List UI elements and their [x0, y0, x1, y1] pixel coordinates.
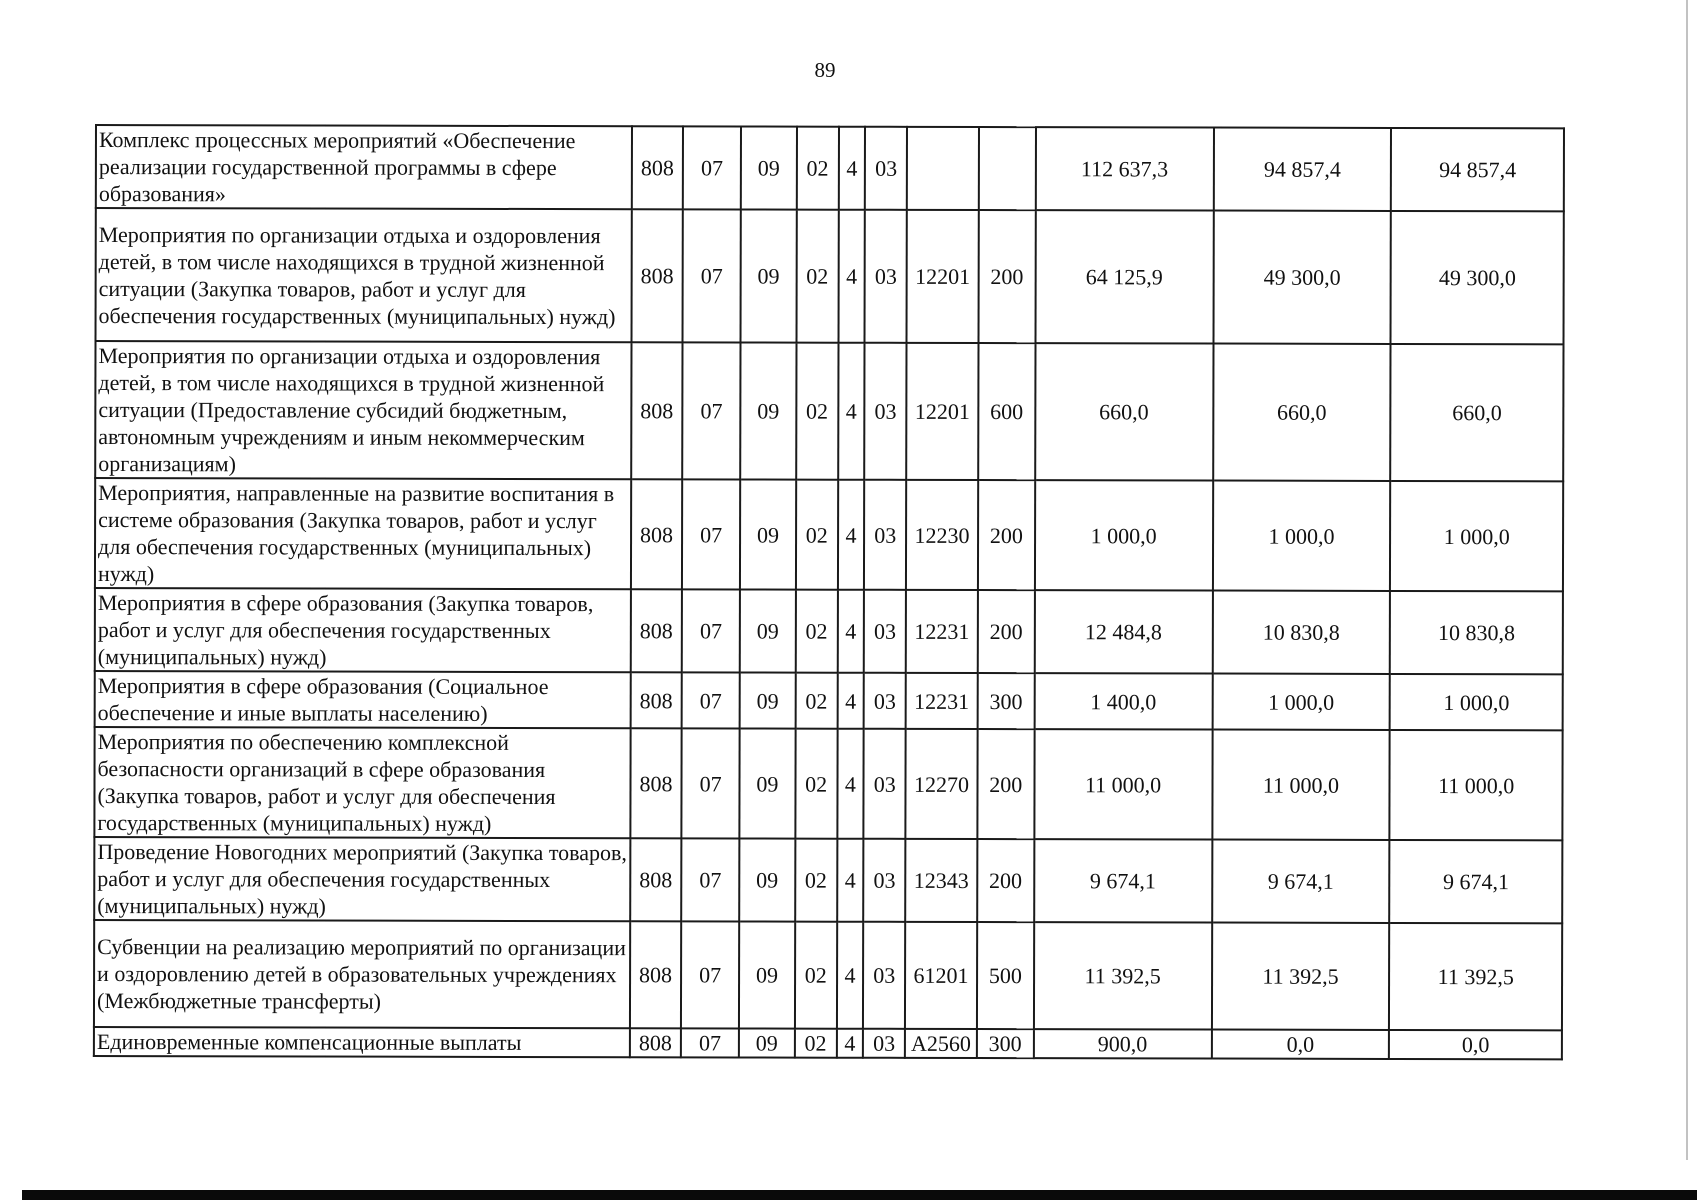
section-code: 07 [681, 838, 739, 921]
row-description: Субвенции на реализацию мероприятий по организации и оздоровлению детей в образовательных учреждениях (Межбюджетные трансферты) [94, 920, 630, 1028]
table-row [94, 727, 1562, 840]
complex-code: 03 [863, 1029, 905, 1058]
program-code: 02 [795, 729, 837, 839]
amount-year-2: 11 392,5 [1211, 923, 1389, 1030]
section-code: 07 [682, 589, 740, 672]
amount-year-1: 12 484,8 [1034, 590, 1212, 673]
amount-year-3: 0,0 [1389, 1030, 1562, 1059]
subsection-code: 09 [740, 342, 796, 479]
ministry-code: 808 [630, 1028, 681, 1057]
subsection-code: 09 [739, 728, 795, 838]
table-row [95, 671, 1563, 730]
section-code: 07 [682, 342, 740, 479]
program-code: 02 [796, 590, 838, 673]
expense-type-code: 600 [978, 343, 1035, 480]
row-description: Мероприятия по обеспечению комплексной безопасности организаций в сфере образования (Закупка товаров, работ и услуг для обеспечения государственных (муниципальных) нужд) [94, 727, 630, 838]
program-code: 02 [795, 839, 837, 922]
ministry-code: 808 [630, 838, 682, 921]
row-description: Проведение Новогодних мероприятий (Закупка товаров, работ и услуг для обеспечения государственных (муниципальных) нужд) [94, 837, 630, 921]
amount-year-1: 11 392,5 [1034, 922, 1212, 1029]
subsection-code: 09 [739, 838, 795, 921]
table-row [95, 478, 1563, 591]
row-description: Мероприятия по организации отдыха и оздоровления детей, в том числе находящихся в трудной жизненной ситуации (Предоставление субсидий бюджетным, автономным учреждениям и иным некоммерческим организациям) [95, 341, 631, 479]
amount-year-3: 660,0 [1391, 344, 1564, 481]
expense-type-code: 300 [977, 1029, 1034, 1058]
complex-code: 03 [865, 343, 907, 480]
row-description: Мероприятия в сфере образования (Закупка товаров, работ и услуг для обеспечения государственных (муниципальных) нужд) [95, 588, 631, 672]
row-description: Единовременные компенсационные выплаты [94, 1027, 630, 1057]
program-code: 02 [797, 127, 839, 210]
section-code: 07 [682, 479, 740, 589]
complex-code: 03 [864, 729, 906, 839]
amount-year-3: 94 857,4 [1391, 128, 1564, 211]
program-code: 02 [796, 480, 838, 590]
complex-code: 03 [865, 210, 907, 343]
structure-code: 4 [836, 922, 863, 1029]
program-code: 02 [796, 343, 838, 480]
amount-year-2: 94 857,4 [1213, 128, 1391, 211]
ministry-code: 808 [631, 589, 683, 672]
structure-code: 4 [838, 127, 865, 210]
direction-code: 12201 [906, 343, 978, 480]
row-description: Мероприятия по организации отдыха и оздоровления детей, в том числе находящихся в трудной жизненной ситуации (Закупка товаров, работ и услуг для обеспечения государственных (муниципальных) нужд) [96, 208, 632, 342]
expense-type-code: 200 [977, 729, 1034, 839]
complex-code: 03 [864, 673, 906, 729]
amount-year-1: 11 000,0 [1034, 729, 1212, 839]
amount-year-3: 1 000,0 [1390, 481, 1563, 591]
complex-code: 03 [864, 480, 906, 590]
structure-code: 4 [837, 590, 864, 673]
program-code: 02 [795, 673, 837, 729]
structure-code: 4 [837, 673, 864, 729]
direction-code: 12343 [905, 839, 977, 922]
table-row [96, 208, 1564, 344]
ministry-code: 808 [630, 672, 682, 728]
section-code: 07 [683, 209, 741, 342]
direction-code: 12230 [906, 480, 978, 590]
structure-code: 4 [837, 839, 864, 922]
structure-code: 4 [837, 480, 864, 590]
subsection-code: 09 [741, 126, 797, 209]
ministry-code: 808 [631, 342, 683, 479]
scan-edge-line [1686, 0, 1688, 1160]
direction-code: 61201 [905, 922, 977, 1029]
section-code: 07 [681, 921, 739, 1028]
amount-year-3: 10 830,8 [1390, 591, 1563, 674]
structure-code: 4 [838, 343, 865, 480]
section-code: 07 [682, 672, 740, 728]
amount-year-3: 49 300,0 [1391, 211, 1564, 344]
program-code: 02 [795, 1029, 837, 1058]
table-row [94, 1027, 1562, 1059]
amount-year-2: 660,0 [1213, 344, 1391, 481]
ministry-code: 808 [631, 209, 683, 342]
amount-year-2: 49 300,0 [1213, 211, 1391, 344]
ministry-code: 808 [630, 921, 682, 1028]
section-code: 07 [682, 728, 740, 838]
row-description: Комплекс процессных мероприятий «Обеспечение реализации государственной программы в сфере образования» [96, 125, 632, 209]
amount-year-2: 10 830,8 [1212, 591, 1390, 674]
table-body [94, 125, 1564, 1059]
budget-table [93, 124, 1565, 1060]
expense-type-code: 500 [977, 922, 1034, 1029]
amount-year-1: 9 674,1 [1034, 839, 1212, 922]
direction-code [907, 127, 979, 210]
row-description: Мероприятия в сфере образования (Социальное обеспечение и иные выплаты населению) [95, 671, 631, 728]
page-number: 89 [814, 58, 836, 82]
structure-code: 4 [836, 1029, 863, 1058]
expense-type-code [979, 127, 1036, 210]
expense-type-code: 200 [978, 480, 1035, 590]
subsection-code: 09 [740, 479, 796, 589]
complex-code: 03 [864, 839, 906, 922]
amount-year-1: 1 400,0 [1034, 673, 1212, 729]
direction-code: 12231 [906, 673, 978, 729]
subsection-code: 09 [739, 921, 795, 1028]
ministry-code: 808 [630, 728, 682, 838]
amount-year-3: 1 000,0 [1390, 674, 1563, 730]
subsection-code: 09 [739, 1028, 795, 1057]
table-row [94, 920, 1562, 1030]
amount-year-2: 0,0 [1211, 1030, 1389, 1059]
expense-type-code: 200 [978, 590, 1035, 673]
program-code: 02 [796, 210, 838, 343]
structure-code: 4 [837, 729, 864, 839]
table-row [95, 588, 1563, 674]
amount-year-1: 64 125,9 [1035, 210, 1213, 343]
complex-code: 03 [863, 922, 905, 1029]
table-row [94, 837, 1562, 923]
subsection-code: 09 [740, 589, 796, 672]
subsection-code: 09 [740, 672, 796, 728]
amount-year-2: 1 000,0 [1212, 481, 1390, 591]
amount-year-1: 112 637,3 [1035, 127, 1213, 210]
amount-year-1: 660,0 [1035, 343, 1213, 480]
subsection-code: 09 [741, 209, 797, 342]
direction-code: 12231 [906, 590, 978, 673]
structure-code: 4 [838, 210, 865, 343]
section-code: 07 [683, 126, 741, 209]
table-row [95, 341, 1563, 481]
amount-year-2: 11 000,0 [1212, 730, 1390, 840]
amount-year-2: 9 674,1 [1212, 840, 1390, 923]
direction-code: A2560 [905, 1029, 977, 1058]
amount-year-3: 11 392,5 [1389, 923, 1562, 1030]
expense-type-code: 200 [978, 210, 1035, 343]
row-description: Мероприятия, направленные на развитие воспитания в системе образования (Закупка товаров, работ и услуг для обеспечения государственных (муниципальных) нужд) [95, 478, 631, 589]
amount-year-1: 900,0 [1034, 1029, 1212, 1058]
amount-year-3: 11 000,0 [1390, 730, 1563, 840]
direction-code: 12270 [905, 729, 977, 839]
ministry-code: 808 [632, 126, 684, 209]
amount-year-3: 9 674,1 [1390, 840, 1563, 923]
ministry-code: 808 [631, 479, 683, 589]
complex-code: 03 [864, 590, 906, 673]
expense-type-code: 200 [977, 839, 1034, 922]
section-code: 07 [681, 1028, 739, 1057]
direction-code: 12201 [907, 210, 979, 343]
program-code: 02 [795, 922, 837, 1029]
amount-year-1: 1 000,0 [1035, 480, 1213, 590]
expense-type-code: 300 [978, 673, 1035, 729]
table-row [96, 125, 1564, 211]
amount-year-2: 1 000,0 [1212, 674, 1390, 730]
complex-code: 03 [865, 127, 907, 210]
scan-bottom-bar [22, 1190, 1697, 1200]
